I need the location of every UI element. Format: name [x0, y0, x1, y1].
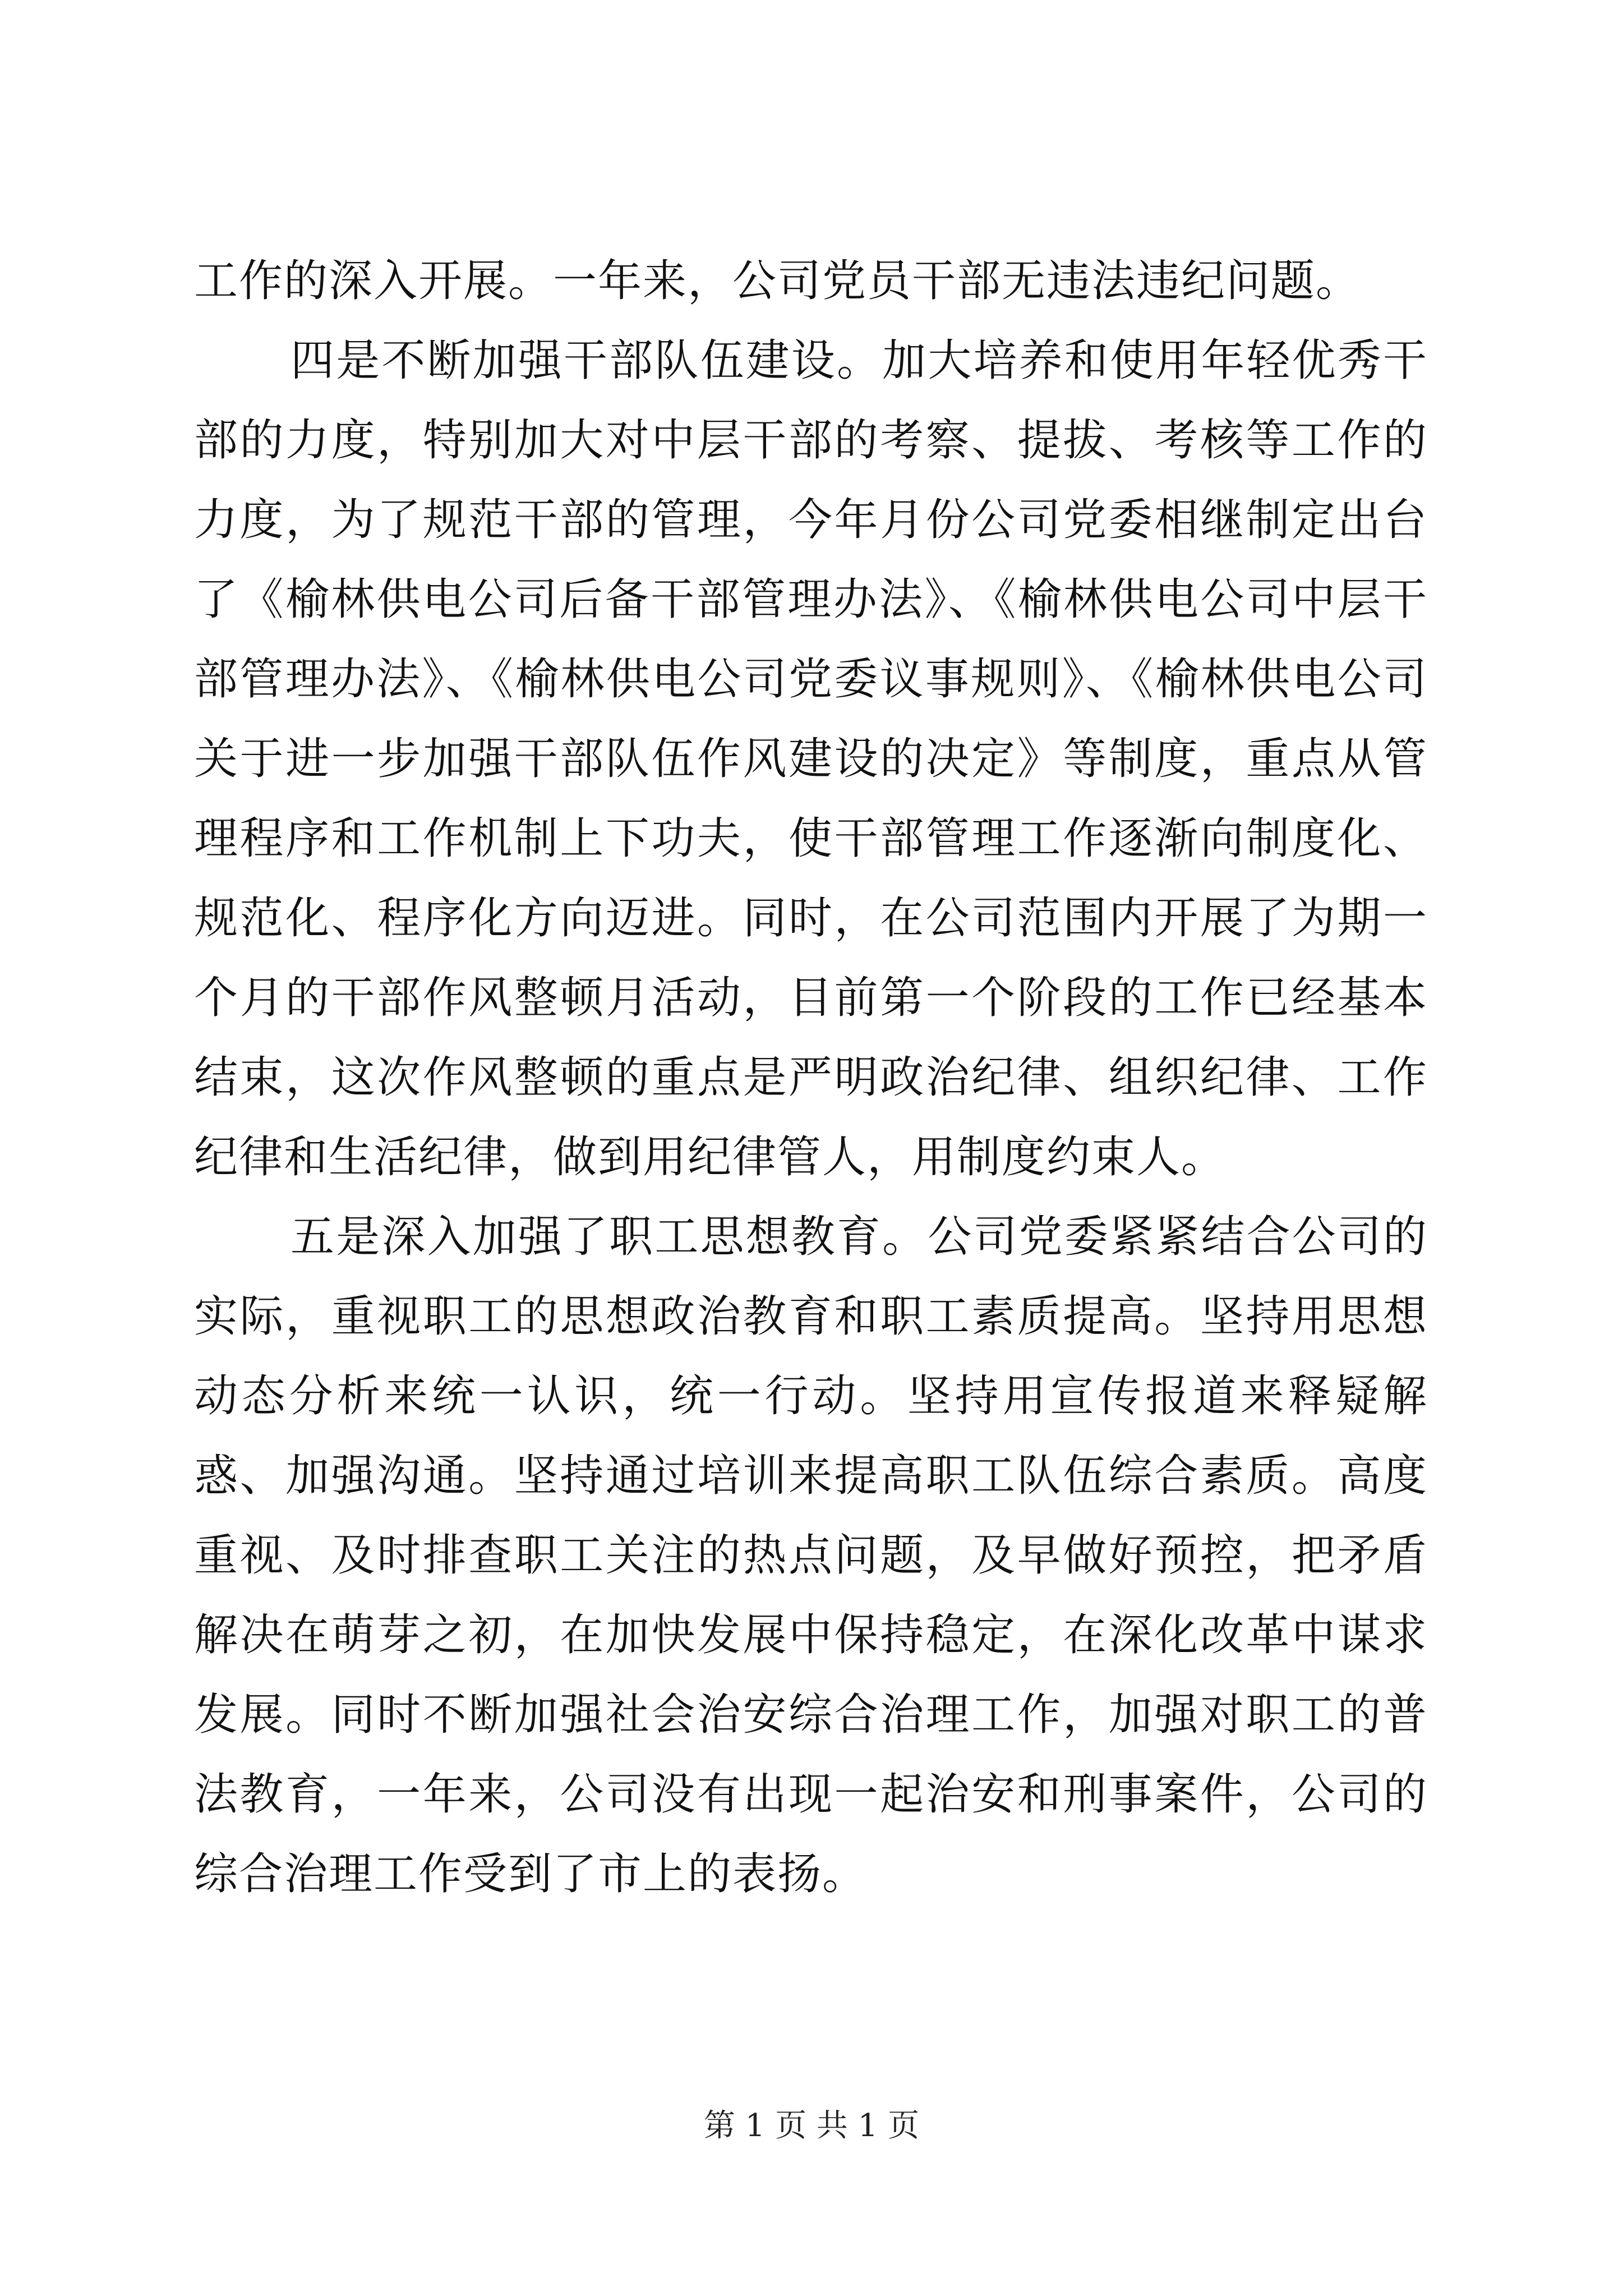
- paragraph-1: 工作的深入开展。一年来，公司党员干部无违法违纪问题。: [194, 256, 1361, 306]
- paragraph-2: 四是不断加强干部队伍建设。加大培养和使用年轻优秀干部的力度，特别加大对中层干部的考察、提拔、考核等工作的力度，为了规范干部的管理，今年月份公司党委相继制定出台了《榆林供电公司后备干部管理办法》、《榆林供电公司中层干部管理办法》、《榆林供电公司党委议事规则》、《榆林供电公司关于进一步加强干部队伍作风建设的决定》等制度，重点从管理程序和工作机制上下功夫，使干部管理工作逐渐向制度化、规范化、程序化方向迈进。同时，在公司范围内开展了为期一个月的干部作风整顿月活动，目前第一个阶段的工作已经基本结束，这次作风整顿的重点是严明政治纪律、组织纪律、工作纪律和生活纪律，做到用纪律管人，用制度约束人。: [194, 335, 1428, 1182]
- page-footer: 第 1 页 共 1 页: [703, 2108, 920, 2144]
- document-body: [194, 241, 1428, 1914]
- paragraph-3: 五是深入加强了职工思想教育。公司党委紧紧结合公司的实际，重视职工的思想政治教育和职工素质提高。坚持用思想动态分析来统一认识，统一行动。坚持用宣传报道来释疑解惑、加强沟通。坚持通过培训来提高职工队伍综合素质。高度重视、及时排查职工关注的热点问题，及早做好预控，把矛盾解决在萌芽之初，在加快发展中保持稳定，在深化改革中谋求发展。同时不断加强社会治安综合治理工作，加强对职工的普法教育，一年来，公司没有出现一起治安和刑事案件，公司的综合治理工作受到了市上的表扬。: [194, 1212, 1428, 1899]
